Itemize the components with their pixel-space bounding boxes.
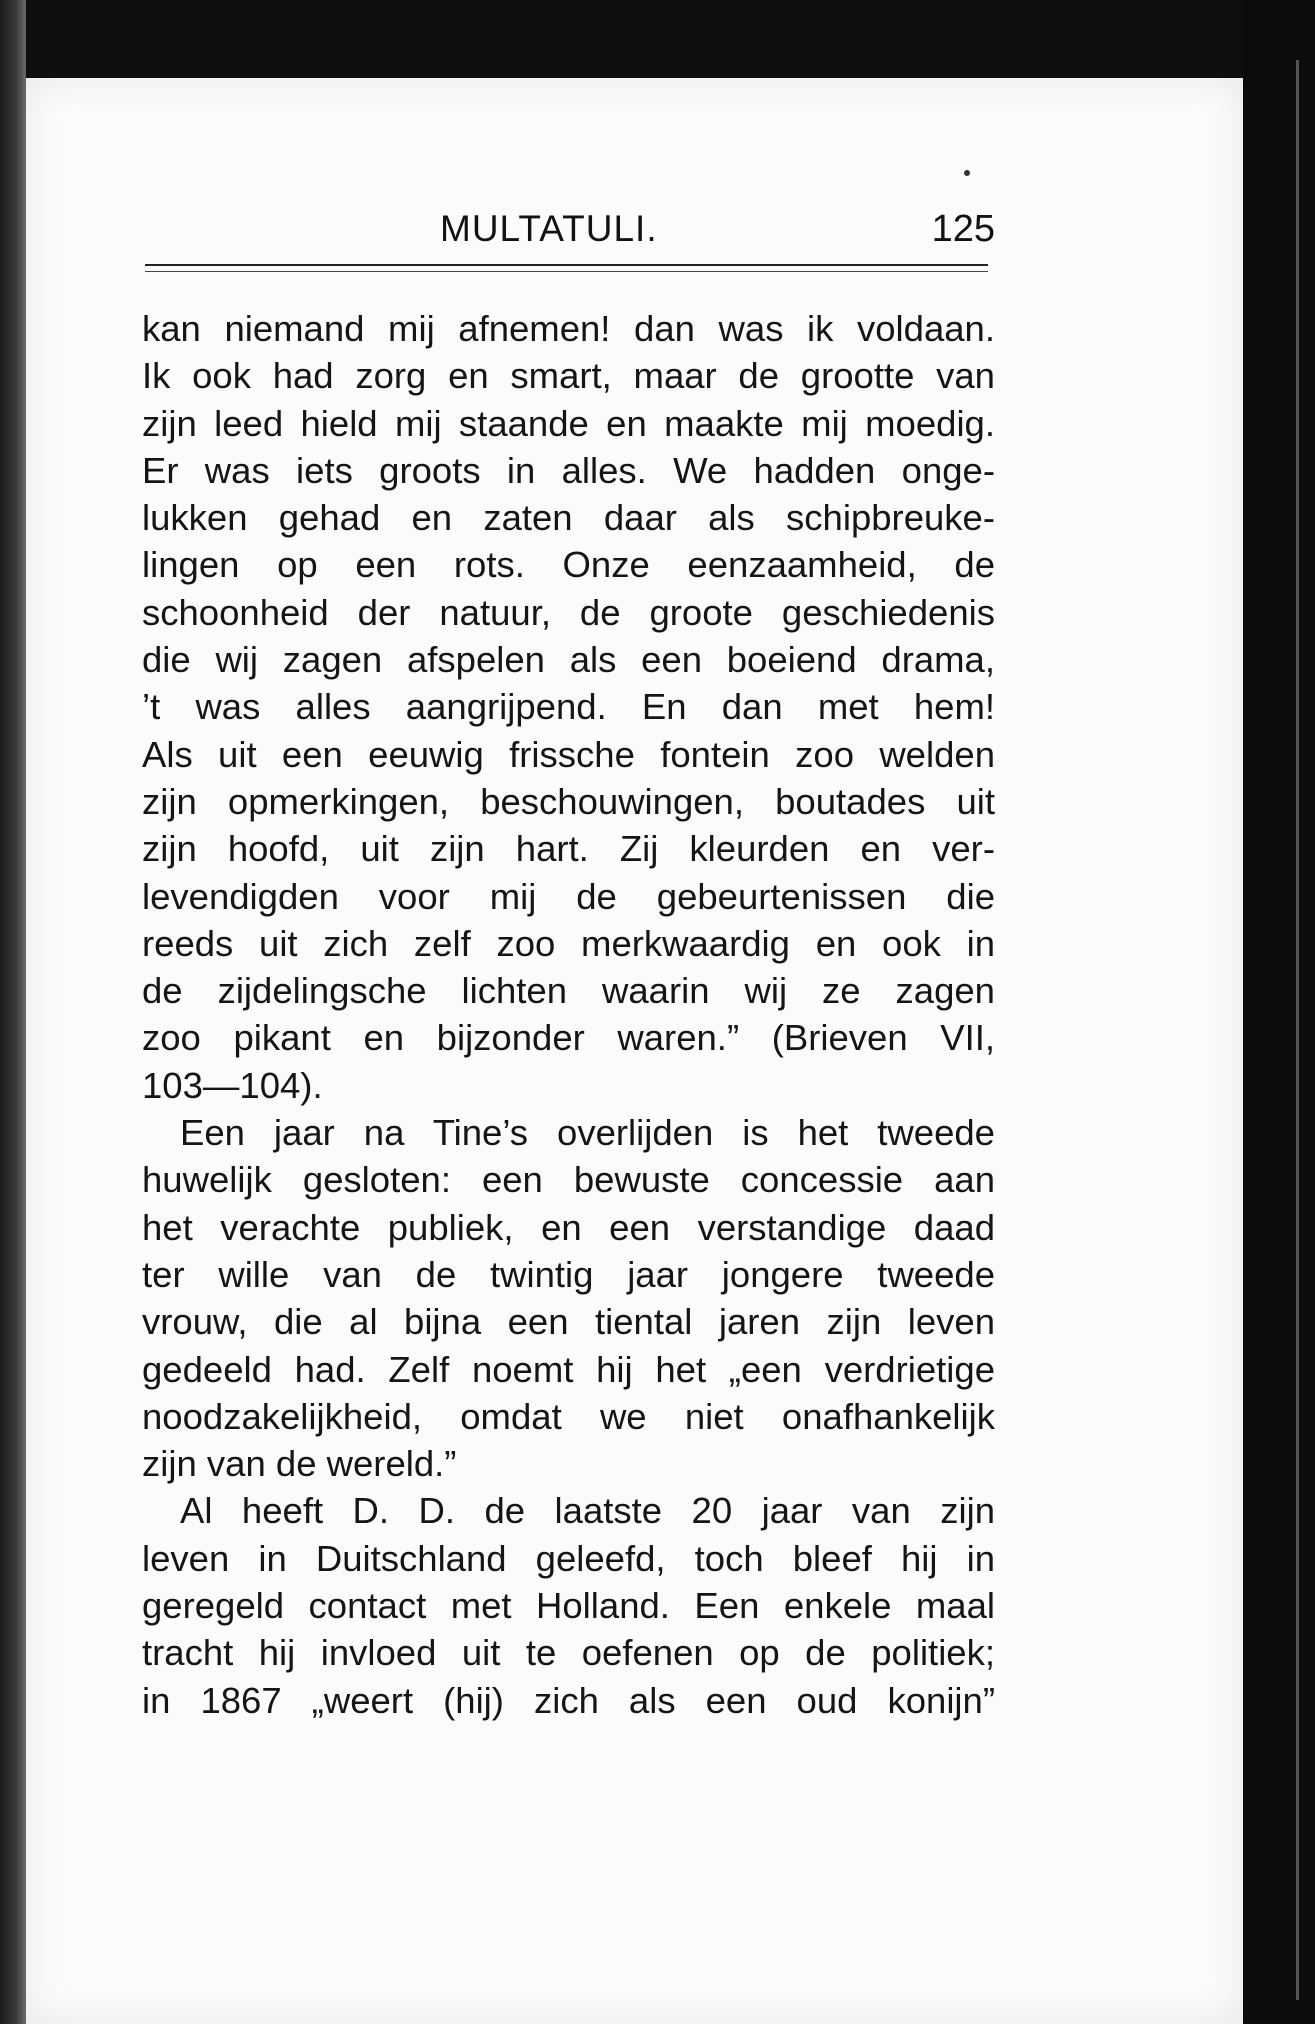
- text-line: lingen op een rots. Onze eenzaamheid, de: [142, 544, 995, 586]
- text-line: Al heeft D. D. de laatste 20 jaar van zijn: [180, 1490, 995, 1532]
- text-line: ter wille van de twintig jaar jongere tweede: [142, 1253, 995, 1295]
- text-line: die wij zagen afspelen als een boeiend drama,: [142, 639, 995, 681]
- text-line: kan niemand mij afnemen! dan was ik voldaan.: [142, 308, 995, 349]
- text-line: zijn hoofd, uit zijn hart. Zij kleurden en ver-: [142, 828, 995, 870]
- text-line: zijn van de wereld.”: [142, 1443, 457, 1485]
- body-text: [142, 305, 995, 1724]
- text-line: 103—104).: [142, 1064, 323, 1106]
- text-line: zijn opmerkingen, beschouwingen, boutades uit: [142, 780, 995, 822]
- text-line: het verachte publiek, en een verstandige daad: [142, 1206, 995, 1248]
- text-line: Er was iets groots in alles. We hadden onge-: [142, 449, 995, 491]
- page-number: 125: [931, 208, 995, 250]
- scan-top-border: [0, 0, 1315, 78]
- text-line: schoonheid der natuur, de groote geschiedenis: [142, 591, 995, 633]
- scan-left-edge: [0, 0, 26, 2024]
- text-line: vrouw, die al bijna een tiental jaren zijn leven: [142, 1301, 995, 1343]
- page-header: [440, 205, 995, 265]
- text-line: Een jaar na Tine’s overlijden is het tweede: [180, 1112, 995, 1154]
- text-line: in 1867 „weert (hij) zich als een oud konijn”: [142, 1679, 995, 1721]
- scan-right-border: [1243, 0, 1315, 2024]
- header-rule: [145, 264, 988, 272]
- text-line: huwelijk gesloten: een bewuste concessie aan: [142, 1159, 995, 1201]
- dust-speck: [964, 170, 970, 176]
- binding-edge: [1296, 60, 1299, 2000]
- text-line: gedeeld had. Zelf noemt hij het „een verdrietige: [142, 1348, 995, 1390]
- text-line: noodzakelijkheid, omdat we niet onafhankelijk: [142, 1395, 995, 1437]
- running-title: MULTATULI.: [440, 208, 658, 249]
- text-line: de zijdelingsche lichten waarin wij ze zagen: [142, 970, 995, 1012]
- text-line: zijn leed hield mij staande en maakte mij moedig.: [142, 402, 995, 444]
- text-line: Ik ook had zorg en smart, maar de grootte van: [142, 355, 995, 397]
- text-line: levendigden voor mij de gebeurtenissen die: [142, 875, 995, 917]
- text-line: leven in Duitschland geleefd, toch bleef hij in: [142, 1537, 995, 1579]
- text-line: Als uit een eeuwig frissche fontein zoo welden: [142, 733, 995, 775]
- text-line: reeds uit zich zelf zoo merkwaardig en ook in: [142, 922, 995, 964]
- text-line: tracht hij invloed uit te oefenen op de politiek;: [142, 1632, 995, 1674]
- text-line: ’t was alles aangrijpend. En dan met hem!: [142, 686, 995, 728]
- text-line: lukken gehad en zaten daar als schipbreuke-: [142, 497, 995, 539]
- text-line: geregeld contact met Holland. Een enkele maal: [142, 1585, 995, 1627]
- text-line: zoo pikant en bijzonder waren.” (Brieven VII,: [142, 1017, 995, 1059]
